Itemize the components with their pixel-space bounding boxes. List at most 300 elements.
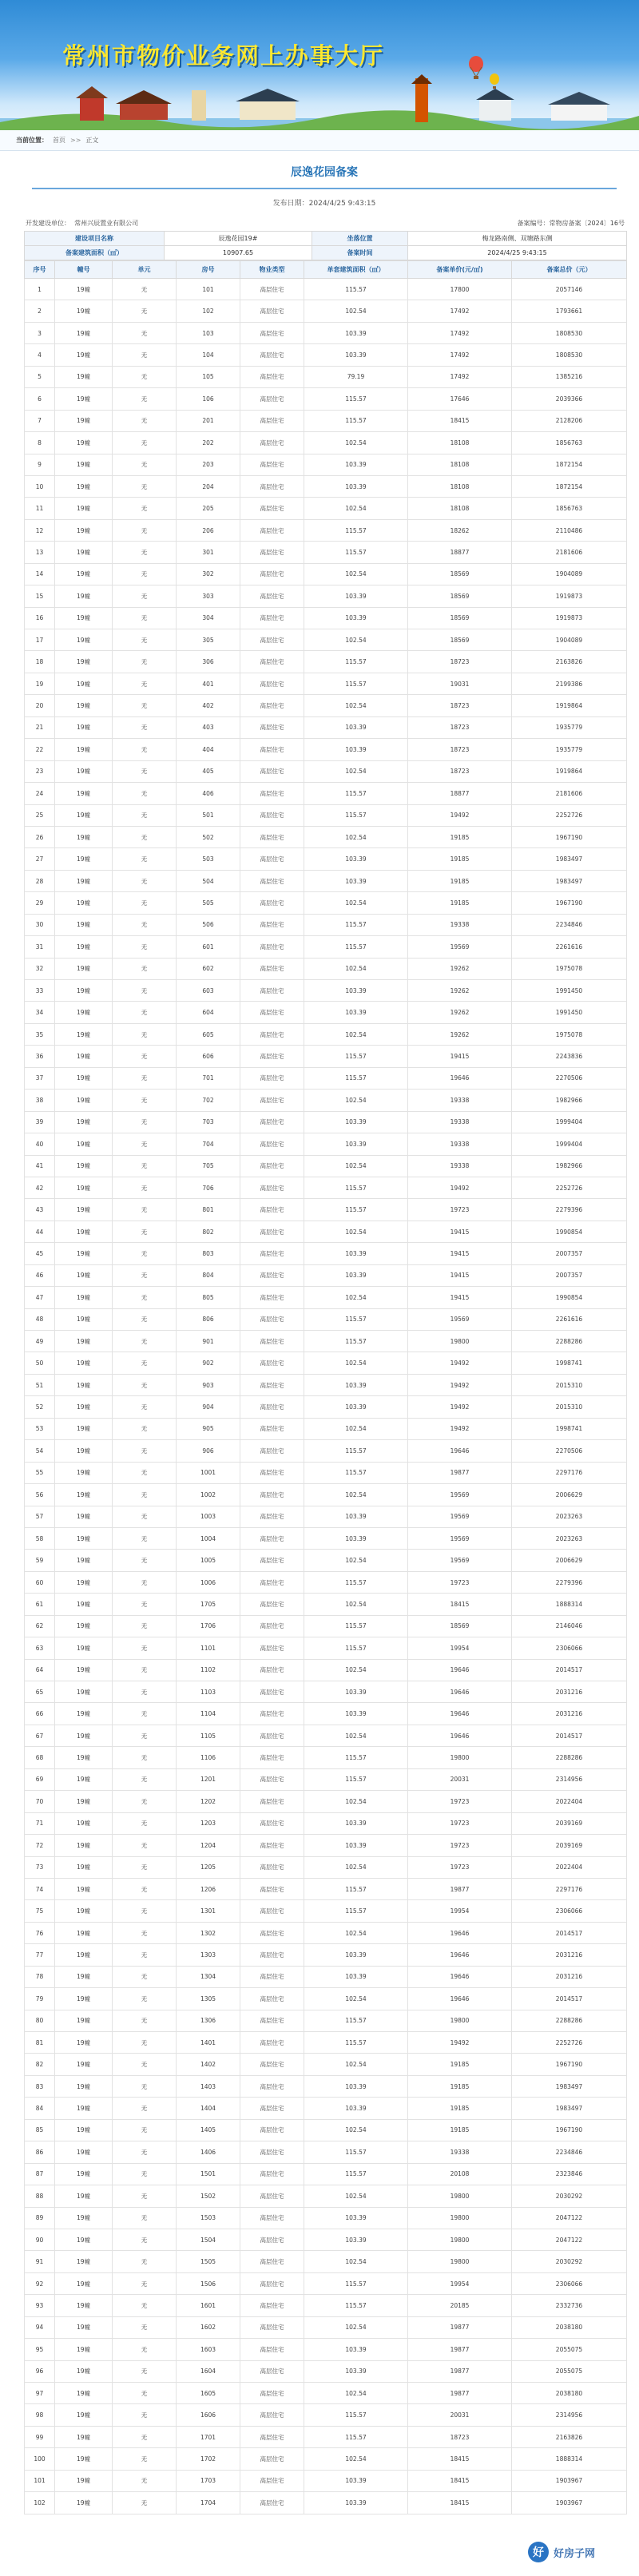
table-row [25, 1418, 627, 1439]
cell-building: 19幢 [55, 585, 113, 607]
cell-area: 103.39 [304, 1812, 408, 1834]
cell-room: 305 [177, 629, 240, 651]
table-row [25, 2119, 627, 2141]
cell-area: 102.54 [304, 2054, 408, 2075]
cell-area: 103.39 [304, 2492, 408, 2514]
cell-index: 25 [25, 804, 55, 826]
cell-room: 1003 [177, 1506, 240, 1527]
cell-total-price: 2234846 [512, 914, 627, 935]
cell-area: 102.54 [304, 1659, 408, 1681]
cell-unit-price: 19031 [408, 673, 512, 694]
cell-total-price: 2314956 [512, 2404, 627, 2426]
cell-building: 19幢 [55, 279, 113, 300]
cell-area: 103.39 [304, 2360, 408, 2382]
cell-building: 19幢 [55, 1133, 113, 1155]
cell-index: 80 [25, 2010, 55, 2031]
cell-room: 1303 [177, 1944, 240, 1966]
cell-unit: 无 [113, 804, 177, 826]
cell-property-type: 高层住宅 [240, 1506, 304, 1527]
cell-building: 19幢 [55, 1922, 113, 1943]
cell-building: 19幢 [55, 1856, 113, 1878]
cell-total-price: 1904089 [512, 563, 627, 585]
cell-room: 606 [177, 1046, 240, 1067]
cell-area: 115.57 [304, 1637, 408, 1659]
cell-index: 102 [25, 2492, 55, 2514]
cell-index: 24 [25, 783, 55, 804]
table-row [25, 2141, 627, 2163]
cell-room: 706 [177, 1177, 240, 1198]
cell-room: 605 [177, 1023, 240, 1045]
cell-index: 72 [25, 1835, 55, 1856]
table-row [25, 1527, 627, 1549]
cell-building: 19幢 [55, 2185, 113, 2207]
cell-building: 19幢 [55, 1243, 113, 1264]
cell-room: 301 [177, 542, 240, 563]
cell-area: 103.39 [304, 716, 408, 738]
cell-area: 103.39 [304, 1703, 408, 1725]
table-row [25, 760, 627, 782]
cell-room: 1503 [177, 2207, 240, 2229]
cell-room: 103 [177, 322, 240, 343]
cell-room: 102 [177, 300, 240, 322]
cell-unit-price: 19262 [408, 980, 512, 1002]
cell-unit-price: 18569 [408, 629, 512, 651]
cell-total-price: 2014517 [512, 1659, 627, 1681]
cell-property-type: 高层住宅 [240, 870, 304, 891]
content-panel [24, 164, 625, 2514]
cell-unit: 无 [113, 1527, 177, 1549]
cell-building: 19幢 [55, 2141, 113, 2163]
cell-property-type: 高层住宅 [240, 716, 304, 738]
cell-building: 19幢 [55, 410, 113, 431]
cell-building: 19幢 [55, 454, 113, 475]
cell-unit-price: 19877 [408, 1878, 512, 1899]
cell-area: 103.39 [304, 1944, 408, 1966]
cell-area: 115.57 [304, 2272, 408, 2294]
table-row [25, 892, 627, 914]
cell-total-price: 2323846 [512, 2163, 627, 2185]
breadcrumb-home-link[interactable]: 首页 [53, 137, 65, 144]
cell-property-type: 高层住宅 [240, 804, 304, 826]
cell-building: 19幢 [55, 1484, 113, 1506]
cell-building: 19幢 [55, 848, 113, 870]
cell-unit: 无 [113, 1418, 177, 1439]
cell-property-type: 高层住宅 [240, 475, 304, 497]
cell-unit: 无 [113, 542, 177, 563]
cell-total-price: 2006629 [512, 1484, 627, 1506]
cell-total-price: 2279396 [512, 1571, 627, 1593]
project-info-table [24, 231, 627, 260]
cell-unit: 无 [113, 519, 177, 541]
cell-unit-price: 19415 [408, 1046, 512, 1067]
watermark-text: 好房子网 [554, 2547, 596, 2560]
table-row [25, 519, 627, 541]
cell-unit-price: 19877 [408, 2383, 512, 2404]
table-row [25, 848, 627, 870]
cell-total-price: 1856763 [512, 498, 627, 519]
cell-building: 19幢 [55, 1988, 113, 2010]
cell-building: 19幢 [55, 1681, 113, 1703]
table-row [25, 2098, 627, 2119]
cell-unit-price: 18723 [408, 760, 512, 782]
cell-index: 26 [25, 826, 55, 847]
cell-unit: 无 [113, 366, 177, 387]
filing-label: 备案编号： [517, 220, 550, 227]
cell-total-price: 2015310 [512, 1374, 627, 1395]
publish-date [24, 197, 625, 208]
cell-area: 102.54 [304, 2383, 408, 2404]
cell-unit-price: 18569 [408, 1615, 512, 1637]
cell-building: 19幢 [55, 2492, 113, 2514]
cell-total-price: 2288286 [512, 1331, 627, 1352]
cell-total-price: 1998741 [512, 1352, 627, 1374]
cell-area: 115.57 [304, 2404, 408, 2426]
page-title: 辰逸花园备案 [291, 166, 358, 179]
cell-unit: 无 [113, 958, 177, 979]
cell-building: 19幢 [55, 1067, 113, 1089]
cell-total-price: 1991450 [512, 1002, 627, 1023]
cell-index: 58 [25, 1527, 55, 1549]
cell-property-type: 高层住宅 [240, 980, 304, 1002]
cell-total-price: 1385216 [512, 366, 627, 387]
cell-building: 19幢 [55, 322, 113, 343]
cell-room: 604 [177, 1002, 240, 1023]
cell-unit: 无 [113, 1177, 177, 1198]
cell-building: 19幢 [55, 1900, 113, 1922]
cell-total-price: 2270506 [512, 1067, 627, 1089]
cell-total-price: 1999404 [512, 1111, 627, 1133]
cell-property-type: 高层住宅 [240, 1527, 304, 1549]
table-row [25, 1791, 627, 1812]
cell-unit: 无 [113, 2339, 177, 2360]
cell-unit: 无 [113, 980, 177, 1002]
cell-building: 19幢 [55, 1878, 113, 1899]
table-row [25, 1177, 627, 1198]
cell-total-price: 2306066 [512, 1637, 627, 1659]
cell-property-type: 高层住宅 [240, 1768, 304, 1790]
cell-total-price: 2014517 [512, 1922, 627, 1943]
cell-building: 19幢 [55, 936, 113, 958]
cell-unit-price: 19646 [408, 1988, 512, 2010]
cell-building: 19幢 [55, 1396, 113, 1418]
cell-unit: 无 [113, 2492, 177, 2514]
cell-building: 19幢 [55, 2054, 113, 2075]
cell-building: 19幢 [55, 980, 113, 1002]
cell-area: 79.19 [304, 366, 408, 387]
cell-index: 18 [25, 651, 55, 673]
cell-property-type: 高层住宅 [240, 1396, 304, 1418]
cell-total-price: 1935779 [512, 716, 627, 738]
cell-index: 6 [25, 388, 55, 410]
cell-area: 103.39 [304, 2470, 408, 2491]
cell-index: 51 [25, 1374, 55, 1395]
cell-total-price: 2252726 [512, 1177, 627, 1198]
table-row [25, 1046, 627, 1067]
cell-unit-price: 20031 [408, 1768, 512, 1790]
cell-area: 103.39 [304, 2075, 408, 2097]
cell-room: 1004 [177, 1527, 240, 1549]
cell-property-type: 高层住宅 [240, 2207, 304, 2229]
cell-index: 64 [25, 1659, 55, 1681]
cell-index: 54 [25, 1440, 55, 1462]
meta-row [26, 219, 625, 228]
cell-total-price: 2014517 [512, 1725, 627, 1746]
cell-unit: 无 [113, 322, 177, 343]
cell-room: 801 [177, 1199, 240, 1221]
cell-total-price: 1983497 [512, 2075, 627, 2097]
cell-property-type: 高层住宅 [240, 1725, 304, 1746]
cell-room: 601 [177, 936, 240, 958]
cell-total-price: 2030292 [512, 2185, 627, 2207]
table-row [25, 2404, 627, 2426]
breadcrumb [0, 130, 639, 151]
cell-property-type: 高层住宅 [240, 1111, 304, 1133]
cell-building: 19幢 [55, 432, 113, 454]
table-row [25, 1264, 627, 1286]
cell-total-price: 1982966 [512, 1155, 627, 1177]
cell-unit: 无 [113, 2185, 177, 2207]
cell-building: 19幢 [55, 2098, 113, 2119]
table-row [25, 2448, 627, 2470]
cell-room: 104 [177, 344, 240, 366]
cell-room: 1704 [177, 2492, 240, 2514]
cell-index: 50 [25, 1352, 55, 1374]
cell-property-type: 高层住宅 [240, 2185, 304, 2207]
cell-unit: 无 [113, 2163, 177, 2185]
developer-value: 常州兴辰置业有限公司 [74, 220, 139, 227]
cell-property-type: 高层住宅 [240, 1374, 304, 1395]
cell-index: 83 [25, 2075, 55, 2097]
cell-total-price: 2039169 [512, 1812, 627, 1834]
cell-unit: 无 [113, 1243, 177, 1264]
cell-unit-price: 18569 [408, 563, 512, 585]
cell-room: 1701 [177, 2426, 240, 2447]
cell-index: 20 [25, 695, 55, 716]
breadcrumb-label: 当前位置： [16, 137, 48, 144]
cell-index: 98 [25, 2404, 55, 2426]
cell-room: 202 [177, 432, 240, 454]
cell-building: 19幢 [55, 2075, 113, 2097]
cell-index: 78 [25, 1966, 55, 1987]
cell-building: 19幢 [55, 2032, 113, 2054]
cell-unit-price: 19569 [408, 1527, 512, 1549]
cell-unit: 无 [113, 2098, 177, 2119]
table-row [25, 1090, 627, 1111]
cell-area: 115.57 [304, 542, 408, 563]
cell-area: 103.39 [304, 1002, 408, 1023]
cell-total-price: 2022404 [512, 1856, 627, 1878]
cell-unit: 无 [113, 673, 177, 694]
header-total-price: 备案总价（元） [512, 261, 627, 279]
cell-property-type: 高层住宅 [240, 936, 304, 958]
cell-total-price: 1808530 [512, 322, 627, 343]
table-row [25, 783, 627, 804]
cell-property-type: 高层住宅 [240, 695, 304, 716]
cell-index: 44 [25, 1221, 55, 1242]
cell-area: 102.54 [304, 958, 408, 979]
cell-area: 102.54 [304, 892, 408, 914]
table-row [25, 1111, 627, 1133]
cell-building: 19幢 [55, 826, 113, 847]
cell-unit: 无 [113, 410, 177, 431]
cell-area: 102.54 [304, 1484, 408, 1506]
cell-room: 1601 [177, 2295, 240, 2316]
cell-index: 47 [25, 1287, 55, 1308]
cell-property-type: 高层住宅 [240, 1221, 304, 1242]
cell-unit-price: 19954 [408, 2272, 512, 2294]
table-row [25, 1133, 627, 1155]
cell-unit: 无 [113, 2032, 177, 2054]
table-row [25, 1308, 627, 1330]
cell-index: 42 [25, 1177, 55, 1198]
project-name-label: 建设项目名称 [25, 232, 165, 246]
cell-total-price: 2332736 [512, 2295, 627, 2316]
cell-total-price: 2031216 [512, 1681, 627, 1703]
cell-unit: 无 [113, 563, 177, 585]
cell-building: 19幢 [55, 2251, 113, 2272]
cell-building: 19幢 [55, 1571, 113, 1593]
cell-property-type: 高层住宅 [240, 1243, 304, 1264]
cell-unit-price: 17492 [408, 344, 512, 366]
cell-unit-price: 19646 [408, 1966, 512, 1987]
cell-building: 19幢 [55, 2448, 113, 2470]
cell-room: 1105 [177, 1725, 240, 1746]
cell-unit: 无 [113, 2448, 177, 2470]
cell-property-type: 高层住宅 [240, 1133, 304, 1155]
cell-property-type: 高层住宅 [240, 585, 304, 607]
cell-total-price: 2288286 [512, 2010, 627, 2031]
cell-index: 3 [25, 322, 55, 343]
cell-index: 15 [25, 585, 55, 607]
cell-building: 19幢 [55, 1527, 113, 1549]
cell-room: 1402 [177, 2054, 240, 2075]
cell-index: 10 [25, 475, 55, 497]
cell-property-type: 高层住宅 [240, 2404, 304, 2426]
cell-building: 19幢 [55, 1835, 113, 1856]
cell-property-type: 高层住宅 [240, 2339, 304, 2360]
table-row [25, 1067, 627, 1089]
cell-unit: 无 [113, 760, 177, 782]
cell-property-type: 高层住宅 [240, 1199, 304, 1221]
cell-unit-price: 19338 [408, 1090, 512, 1111]
cell-index: 23 [25, 760, 55, 782]
table-row [25, 673, 627, 694]
cell-area: 102.54 [304, 563, 408, 585]
table-row [25, 475, 627, 497]
cell-unit-price: 19646 [408, 1703, 512, 1725]
cell-area: 103.39 [304, 322, 408, 343]
cell-room: 205 [177, 498, 240, 519]
cell-unit-price: 19338 [408, 1111, 512, 1133]
filing-value: 常物房备案〔2024〕16号 [549, 220, 625, 227]
cell-room: 405 [177, 760, 240, 782]
cell-unit-price: 19569 [408, 1506, 512, 1527]
cell-unit-price: 18108 [408, 454, 512, 475]
cell-room: 303 [177, 585, 240, 607]
cell-room: 1103 [177, 1681, 240, 1703]
cell-index: 27 [25, 848, 55, 870]
cell-area: 115.57 [304, 783, 408, 804]
table-row [25, 585, 627, 607]
table-row [25, 1966, 627, 1987]
cell-index: 37 [25, 1067, 55, 1089]
cell-room: 804 [177, 1264, 240, 1286]
cell-building: 19幢 [55, 2383, 113, 2404]
cell-property-type: 高层住宅 [240, 2032, 304, 2054]
cell-property-type: 高层住宅 [240, 1264, 304, 1286]
cell-index: 79 [25, 1988, 55, 2010]
cell-room: 1706 [177, 1615, 240, 1637]
cell-room: 506 [177, 914, 240, 935]
cell-index: 13 [25, 542, 55, 563]
cell-building: 19幢 [55, 629, 113, 651]
cell-area: 102.54 [304, 1856, 408, 1878]
cell-unit-price: 19492 [408, 804, 512, 826]
cell-area: 102.54 [304, 2448, 408, 2470]
cell-unit-price: 18723 [408, 739, 512, 760]
cell-property-type: 高层住宅 [240, 673, 304, 694]
cell-area: 102.54 [304, 432, 408, 454]
cell-unit-price: 19569 [408, 936, 512, 958]
cell-index: 77 [25, 1944, 55, 1966]
cell-index: 48 [25, 1308, 55, 1330]
cell-total-price: 2007357 [512, 1264, 627, 1286]
cell-building: 19幢 [55, 673, 113, 694]
cell-unit: 无 [113, 826, 177, 847]
cell-room: 1006 [177, 1571, 240, 1593]
header-area: 单套建筑面积（㎡） [304, 261, 408, 279]
cell-unit-price: 19492 [408, 1374, 512, 1395]
cell-room: 304 [177, 607, 240, 629]
cell-index: 70 [25, 1791, 55, 1812]
cell-room: 702 [177, 1090, 240, 1111]
cell-room: 1506 [177, 2272, 240, 2294]
cell-total-price: 2055075 [512, 2360, 627, 2382]
cell-total-price: 2279396 [512, 1199, 627, 1221]
table-row [25, 695, 627, 716]
cell-total-price: 2057146 [512, 279, 627, 300]
cell-unit: 无 [113, 1703, 177, 1725]
cell-property-type: 高层住宅 [240, 1637, 304, 1659]
cell-unit-price: 19185 [408, 870, 512, 891]
cell-unit-price: 19800 [408, 2207, 512, 2229]
cell-property-type: 高层住宅 [240, 519, 304, 541]
table-row [25, 1659, 627, 1681]
cell-unit: 无 [113, 1396, 177, 1418]
cell-total-price: 2031216 [512, 1703, 627, 1725]
table-row [25, 563, 627, 585]
cell-area: 102.54 [304, 695, 408, 716]
table-row [25, 2032, 627, 2054]
cell-unit-price: 19800 [408, 1747, 512, 1768]
cell-total-price: 2163826 [512, 651, 627, 673]
cell-index: 85 [25, 2119, 55, 2141]
cell-unit: 无 [113, 388, 177, 410]
cell-index: 74 [25, 1878, 55, 1899]
cell-room: 803 [177, 1243, 240, 1264]
cell-building: 19幢 [55, 1703, 113, 1725]
cell-index: 76 [25, 1922, 55, 1943]
cell-property-type: 高层住宅 [240, 1287, 304, 1308]
cell-index: 59 [25, 1550, 55, 1571]
cell-unit-price: 19877 [408, 1462, 512, 1483]
cell-property-type: 高层住宅 [240, 1878, 304, 1899]
table-row [25, 629, 627, 651]
cell-total-price: 2181606 [512, 783, 627, 804]
cell-unit: 无 [113, 2054, 177, 2075]
cell-unit: 无 [113, 607, 177, 629]
cell-unit: 无 [113, 1659, 177, 1681]
